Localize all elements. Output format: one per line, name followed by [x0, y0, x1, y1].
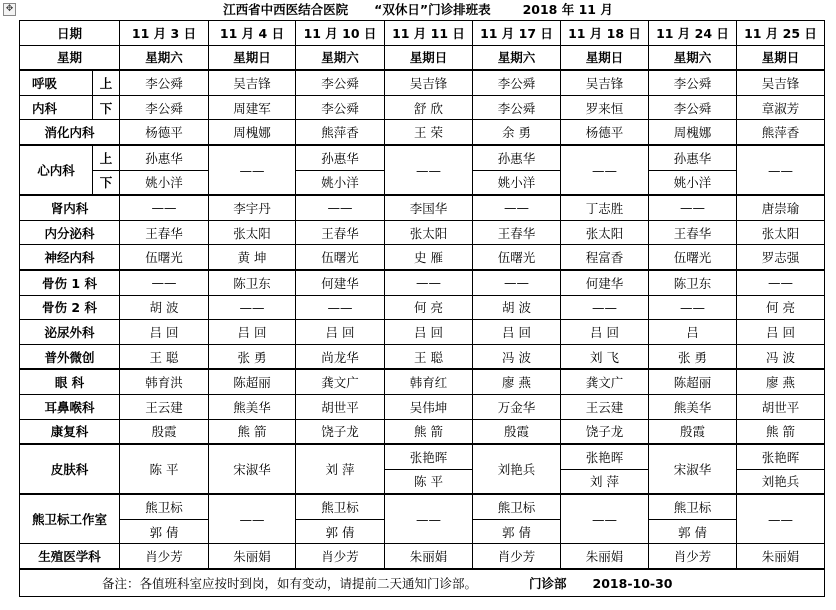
empty-cell: —— — [561, 494, 649, 544]
doctor-cell: 张太阳 — [561, 220, 649, 245]
doctor-cell: 王春华 — [120, 220, 209, 245]
doctor-cell: 殷霞 — [473, 419, 561, 444]
page-title — [0, 0, 836, 20]
doctor-cell: 王春华 — [649, 220, 737, 245]
doctor-cell: 罗志强 — [737, 245, 825, 270]
dept-name: 熊卫标工作室 — [20, 494, 120, 544]
doctor-cell: 胡世平 — [296, 394, 385, 419]
doctor-cell: 陈超丽 — [649, 369, 737, 394]
doctor-cell: 孙惠华 — [296, 145, 385, 170]
doctor-cell: 吴伟坤 — [385, 394, 473, 419]
schedule-name: “双休日”门诊排班表 — [374, 2, 491, 17]
doctor-cell: 伍曙光 — [296, 245, 385, 270]
doctor-cell: 王春华 — [296, 220, 385, 245]
doctor-cell: 刘艳兵 — [737, 469, 825, 494]
doctor-cell: 冯 波 — [473, 344, 561, 369]
doctor-cell: 舒 欣 — [385, 95, 473, 120]
doctor-cell: 宋淑华 — [649, 444, 737, 494]
table-row — [20, 444, 825, 469]
doctor-cell: 伍曙光 — [649, 245, 737, 270]
doctor-cell: 罗来恒 — [561, 95, 649, 120]
empty-cell: —— — [209, 494, 296, 544]
doctor-cell: 韩育洪 — [120, 369, 209, 394]
dept-name: 康复科 — [20, 419, 120, 444]
doctor-cell: 王云建 — [561, 394, 649, 419]
date-cell: 11 月 25 日 — [737, 21, 825, 46]
doctor-cell: 吴吉锋 — [209, 70, 296, 95]
table-row — [20, 95, 825, 120]
table-row — [20, 394, 825, 419]
date-cell: 11 月 10 日 — [296, 21, 385, 46]
doctor-cell: 吕 — [649, 320, 737, 345]
doctor-cell: 张艳晖 — [385, 444, 473, 469]
doctor-cell: 周建军 — [209, 95, 296, 120]
dept-name: 骨伤 2 科 — [20, 295, 120, 320]
weekday-cell: 星期日 — [385, 45, 473, 70]
doctor-cell: 冯 波 — [737, 344, 825, 369]
footer-date: 2018-10-30 — [592, 576, 673, 592]
doctor-cell: 陈超丽 — [209, 369, 296, 394]
doctor-cell: 李公舜 — [296, 70, 385, 95]
doctor-cell: 张艳晖 — [561, 444, 649, 469]
shift-label-am: 上 — [93, 70, 120, 95]
table-row — [20, 419, 825, 444]
weekday-cell: 星期六 — [649, 45, 737, 70]
doctor-cell: 张 勇 — [209, 344, 296, 369]
doctor-cell: 吴吉锋 — [737, 70, 825, 95]
doctor-cell: 肖少芳 — [296, 544, 385, 569]
doctor-cell: 饶子龙 — [296, 419, 385, 444]
doctor-cell: 吕 回 — [473, 320, 561, 345]
doctor-cell: 孙惠华 — [120, 145, 209, 170]
table-row — [20, 295, 825, 320]
doctor-cell: 刘 飞 — [561, 344, 649, 369]
doctor-cell: 王春华 — [473, 220, 561, 245]
doctor-cell: 章淑芳 — [737, 95, 825, 120]
doctor-cell: 肖少芳 — [120, 544, 209, 569]
dept-name: 眼 科 — [20, 369, 120, 394]
doctor-cell: 陈卫东 — [209, 270, 296, 295]
empty-cell: —— — [737, 494, 825, 544]
date-cell: 11 月 17 日 — [473, 21, 561, 46]
table-move-handle-icon[interactable]: ✥ — [3, 3, 16, 16]
footer-note-cell — [20, 569, 825, 597]
doctor-cell: 李公舜 — [473, 95, 561, 120]
shift-label-am: 上 — [93, 145, 120, 170]
doctor-cell: 熊卫标 — [649, 494, 737, 519]
dept-name: 内分泌科 — [20, 220, 120, 245]
doctor-cell: 熊 箭 — [385, 419, 473, 444]
dept-name: 泌尿外科 — [20, 320, 120, 345]
header-row-dates — [20, 21, 825, 46]
dept-name: 生殖医学科 — [20, 544, 120, 569]
table-row — [20, 494, 825, 519]
footer-row — [20, 569, 825, 597]
header-row-weekdays — [20, 45, 825, 70]
doctor-cell: 熊 箭 — [737, 419, 825, 444]
empty-cell: —— — [561, 145, 649, 195]
doctor-cell: 伍曙光 — [120, 245, 209, 270]
doctor-cell: 吕 回 — [385, 320, 473, 345]
date-cell: 11 月 18 日 — [561, 21, 649, 46]
doctor-cell: 刘 萍 — [296, 444, 385, 494]
doctor-cell: 吕 回 — [737, 320, 825, 345]
doctor-cell: 王云建 — [120, 394, 209, 419]
doctor-cell: —— — [737, 270, 825, 295]
table-row — [20, 195, 825, 220]
date-cell: 11 月 24 日 — [649, 21, 737, 46]
doctor-cell: 何 亮 — [385, 295, 473, 320]
empty-cell: —— — [385, 494, 473, 544]
date-label: 日期 — [20, 21, 120, 46]
doctor-cell: —— — [120, 270, 209, 295]
doctor-cell: —— — [649, 195, 737, 220]
doctor-cell: 孙惠华 — [473, 145, 561, 170]
doctor-cell: 郭 倩 — [296, 519, 385, 544]
doctor-cell: 张太阳 — [209, 220, 296, 245]
doctor-cell: 吕 回 — [209, 320, 296, 345]
doctor-cell: 吴吉锋 — [561, 70, 649, 95]
table-row — [20, 270, 825, 295]
weekday-cell: 星期日 — [209, 45, 296, 70]
doctor-cell: 韩育红 — [385, 369, 473, 394]
table-row — [20, 220, 825, 245]
doctor-cell: 龚文广 — [561, 369, 649, 394]
doctor-cell: 熊萍香 — [737, 120, 825, 145]
doctor-cell: 姚小洋 — [473, 170, 561, 195]
doctor-cell: 刘艳兵 — [473, 444, 561, 494]
doctor-cell: 胡世平 — [737, 394, 825, 419]
weekday-cell: 星期六 — [296, 45, 385, 70]
dept-name: 内科 — [20, 95, 93, 120]
doctor-cell: —— — [473, 195, 561, 220]
doctor-cell: 殷霞 — [649, 419, 737, 444]
table-row — [20, 369, 825, 394]
doctor-cell: 张太阳 — [385, 220, 473, 245]
weekday-cell: 星期六 — [473, 45, 561, 70]
dept-name: 肾内科 — [20, 195, 120, 220]
doctor-cell: 伍曙光 — [473, 245, 561, 270]
doctor-cell: 熊卫标 — [296, 494, 385, 519]
doctor-cell: 熊美华 — [209, 394, 296, 419]
table-row — [20, 320, 825, 345]
doctor-cell: —— — [473, 270, 561, 295]
doctor-cell: 熊萍香 — [296, 120, 385, 145]
doctor-cell: 熊卫标 — [473, 494, 561, 519]
weekday-cell: 星期六 — [120, 45, 209, 70]
doctor-cell: 余 勇 — [473, 120, 561, 145]
doctor-cell: 何建华 — [296, 270, 385, 295]
doctor-cell: 朱丽娟 — [561, 544, 649, 569]
doctor-cell: 肖少芳 — [649, 544, 737, 569]
doctor-cell: 吕 回 — [561, 320, 649, 345]
doctor-cell: —— — [649, 295, 737, 320]
doctor-cell: 周槐娜 — [649, 120, 737, 145]
doctor-cell: 李国华 — [385, 195, 473, 220]
doctor-cell: 姚小洋 — [296, 170, 385, 195]
hospital-name: 江西省中西医结合医院 — [223, 2, 349, 17]
doctor-cell: 李宇丹 — [209, 195, 296, 220]
weekday-cell: 星期日 — [737, 45, 825, 70]
doctor-cell: 黄 坤 — [209, 245, 296, 270]
doctor-cell: 廖 燕 — [473, 369, 561, 394]
schedule-table — [19, 20, 825, 597]
doctor-cell: 宋淑华 — [209, 444, 296, 494]
doctor-cell: 陈 平 — [385, 469, 473, 494]
doctor-cell: 丁志胜 — [561, 195, 649, 220]
doctor-cell: —— — [561, 295, 649, 320]
doctor-cell: 李公舜 — [473, 70, 561, 95]
doctor-cell: 吴吉锋 — [385, 70, 473, 95]
table-row — [20, 245, 825, 270]
doctor-cell: 李公舜 — [649, 95, 737, 120]
doctor-cell: 郭 倩 — [649, 519, 737, 544]
doctor-cell: 王 聪 — [385, 344, 473, 369]
doctor-cell: 王 荣 — [385, 120, 473, 145]
doctor-cell: —— — [209, 295, 296, 320]
doctor-cell: 史 雁 — [385, 245, 473, 270]
doctor-cell: —— — [296, 295, 385, 320]
schedule-month: 2018 年 11 月 — [522, 2, 613, 17]
doctor-cell: 万金华 — [473, 394, 561, 419]
weekday-cell: 星期日 — [561, 45, 649, 70]
doctor-cell: 李公舜 — [120, 95, 209, 120]
doctor-cell: 胡 波 — [120, 295, 209, 320]
date-cell: 11 月 4 日 — [209, 21, 296, 46]
doctor-cell: 姚小洋 — [120, 170, 209, 195]
doctor-cell: 姚小洋 — [649, 170, 737, 195]
table-row — [20, 544, 825, 569]
doctor-cell: —— — [120, 195, 209, 220]
dept-name: 呼吸 — [20, 70, 93, 95]
date-cell: 11 月 3 日 — [120, 21, 209, 46]
doctor-cell: 陈 平 — [120, 444, 209, 494]
doctor-cell: 熊 箭 — [209, 419, 296, 444]
dept-name: 心内科 — [20, 145, 93, 195]
doctor-cell: 朱丽娟 — [209, 544, 296, 569]
doctor-cell: 熊美华 — [649, 394, 737, 419]
dept-name: 骨伤 1 科 — [20, 270, 120, 295]
doctor-cell: 肖少芳 — [473, 544, 561, 569]
footer-note: 备注：各值班科室应按时到岗，如有变动，请提前二天通知门诊部。 — [102, 576, 478, 592]
doctor-cell: 李公舜 — [296, 95, 385, 120]
doctor-cell: 何 亮 — [737, 295, 825, 320]
date-cell: 11 月 11 日 — [385, 21, 473, 46]
doctor-cell: 王 聪 — [120, 344, 209, 369]
doctor-cell: 张艳晖 — [737, 444, 825, 469]
doctor-cell: 郭 倩 — [120, 519, 209, 544]
shift-label-pm: 下 — [93, 95, 120, 120]
footer-department: 门诊部 — [529, 576, 567, 592]
doctor-cell: 吕 回 — [296, 320, 385, 345]
doctor-cell: 朱丽娟 — [737, 544, 825, 569]
doctor-cell: 尚龙华 — [296, 344, 385, 369]
doctor-cell: 李公舜 — [649, 70, 737, 95]
dept-name: 神经内科 — [20, 245, 120, 270]
doctor-cell: 陈卫东 — [649, 270, 737, 295]
dept-name: 皮肤科 — [20, 444, 120, 494]
doctor-cell: 张太阳 — [737, 220, 825, 245]
doctor-cell: 孙惠华 — [649, 145, 737, 170]
doctor-cell: 刘 萍 — [561, 469, 649, 494]
doctor-cell: —— — [296, 195, 385, 220]
shift-label-pm: 下 — [93, 170, 120, 195]
doctor-cell: 熊卫标 — [120, 494, 209, 519]
dept-name: 普外微创 — [20, 344, 120, 369]
doctor-cell: 杨德平 — [561, 120, 649, 145]
dept-name: 耳鼻喉科 — [20, 394, 120, 419]
week-label: 星期 — [20, 45, 120, 70]
empty-cell: —— — [737, 145, 825, 195]
doctor-cell: 李公舜 — [120, 70, 209, 95]
doctor-cell: 何建华 — [561, 270, 649, 295]
doctor-cell: 胡 波 — [473, 295, 561, 320]
doctor-cell: 唐崇瑜 — [737, 195, 825, 220]
doctor-cell: 郭 倩 — [473, 519, 561, 544]
doctor-cell: 杨德平 — [120, 120, 209, 145]
doctor-cell: 廖 燕 — [737, 369, 825, 394]
doctor-cell: 吕 回 — [120, 320, 209, 345]
doctor-cell: 殷霞 — [120, 419, 209, 444]
table-row — [20, 120, 825, 145]
table-row — [20, 145, 825, 170]
doctor-cell: 朱丽娟 — [385, 544, 473, 569]
empty-cell: —— — [385, 145, 473, 195]
table-row — [20, 344, 825, 369]
dept-name: 消化内科 — [20, 120, 120, 145]
empty-cell: —— — [209, 145, 296, 195]
doctor-cell: 龚文广 — [296, 369, 385, 394]
table-row — [20, 70, 825, 95]
doctor-cell: 程富香 — [561, 245, 649, 270]
doctor-cell: 周槐娜 — [209, 120, 296, 145]
doctor-cell: —— — [385, 270, 473, 295]
doctor-cell: 饶子龙 — [561, 419, 649, 444]
doctor-cell: 张 勇 — [649, 344, 737, 369]
